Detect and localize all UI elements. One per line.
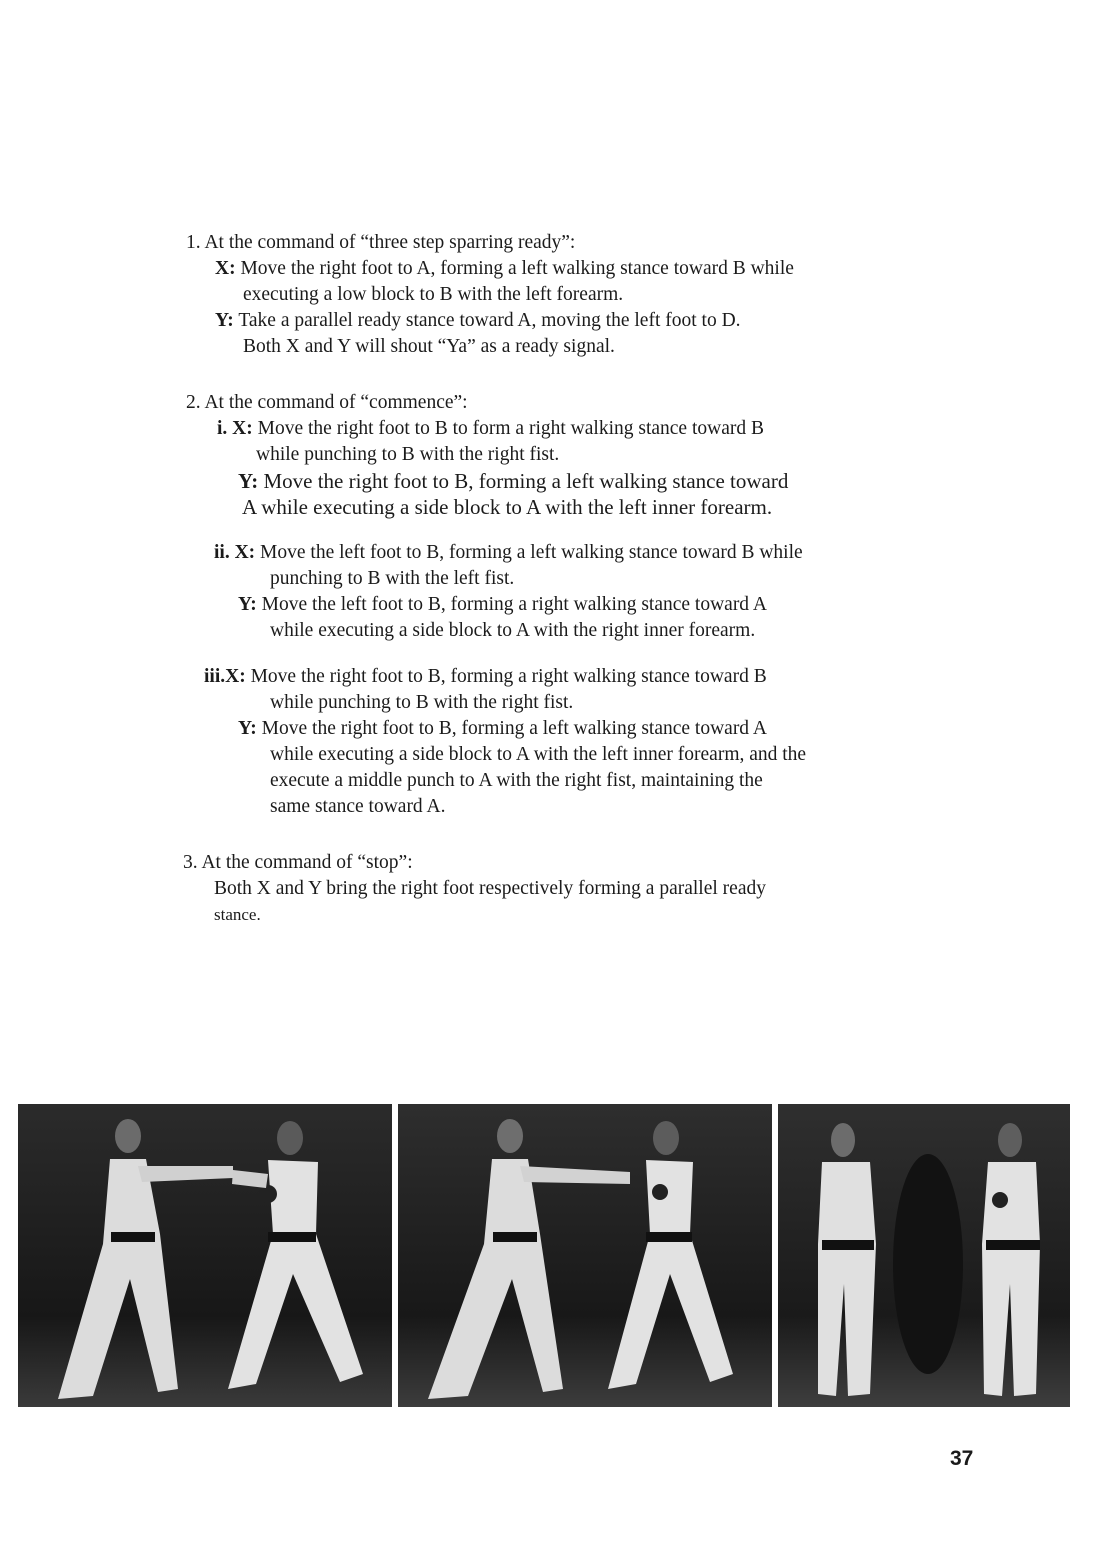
actor-label: i. X: — [217, 418, 253, 439]
step-heading: At the command of “commence”: — [204, 392, 468, 413]
step-text: punching to B with the left fist. — [270, 568, 515, 589]
actor-label: X: — [215, 258, 236, 279]
step-text: Move the right foot to B, forming a right walking stance toward B — [250, 666, 767, 687]
step-2-heading-line — [186, 390, 468, 416]
step-text: execute a middle punch to A with the right fist, maintaining the — [270, 770, 763, 791]
photo-punch-exchange-2 — [398, 1104, 772, 1407]
step-heading: At the command of “three step sparring ready”: — [204, 232, 576, 253]
step-3-heading-line — [183, 850, 413, 876]
step-1-heading-line — [186, 230, 575, 256]
step-text: stance. — [214, 905, 261, 924]
step-text: while executing a side block to A with the left inner forearm, and the — [270, 744, 807, 765]
part-iii-y-line — [238, 716, 767, 742]
step-text: same stance toward A. — [270, 796, 446, 817]
page-number: 37 — [950, 1447, 974, 1470]
step-text: Move the right foot to B to form a right walking stance toward B — [257, 418, 764, 439]
actor-label: ii. X: — [214, 542, 256, 563]
step-text: Move the right foot to B, forming a left walking stance toward A — [261, 718, 767, 739]
step-1-x-line — [215, 256, 794, 282]
step-text: Take a parallel ready stance toward A, moving the left foot to D. — [238, 310, 741, 331]
step-heading: At the command of “stop”: — [201, 852, 413, 873]
step-text: Move the left foot to B, forming a right walking stance toward A — [261, 594, 767, 615]
step-text: while executing a side block to A with the right inner forearm. — [270, 620, 756, 641]
step-text: executing a low block to B with the left forearm. — [243, 284, 624, 305]
step-1-y-line — [215, 308, 741, 334]
actor-label: Y: — [215, 310, 234, 331]
step-text: Move the right foot to A, forming a left walking stance toward B while — [240, 258, 794, 279]
part-ii-x-line — [214, 540, 803, 566]
step-text: Both X and Y bring the right foot respectively forming a parallel ready — [214, 878, 766, 899]
part-i-x-line — [217, 416, 764, 442]
actor-label: Y: — [238, 718, 257, 739]
part-iii-x-line — [204, 664, 767, 690]
step-text: Move the left foot to B, forming a left walking stance toward B while — [260, 542, 803, 563]
step-number: 3. — [183, 852, 198, 873]
part-i-y-line — [238, 468, 788, 494]
photo-punch-exchange-1 — [18, 1104, 392, 1407]
photo-ready-stance — [778, 1104, 1070, 1407]
step-number: 1. — [186, 232, 201, 253]
part-ii-y-line — [238, 592, 767, 618]
actor-label: iii.X: — [204, 666, 246, 687]
step-text: Move the right foot to B, forming a left walking stance toward — [263, 469, 789, 493]
step-text: while punching to B with the right fist. — [256, 444, 560, 465]
step-text: A while executing a side block to A with the left inner forearm. — [242, 495, 773, 519]
step-number: 2. — [186, 392, 201, 413]
actor-label: Y: — [238, 469, 259, 493]
photo-strip — [18, 1104, 1070, 1407]
step-text: Both X and Y will shout “Ya” as a ready signal. — [243, 336, 615, 357]
step-text: while punching to B with the right fist. — [270, 692, 574, 713]
actor-label: Y: — [238, 594, 257, 615]
